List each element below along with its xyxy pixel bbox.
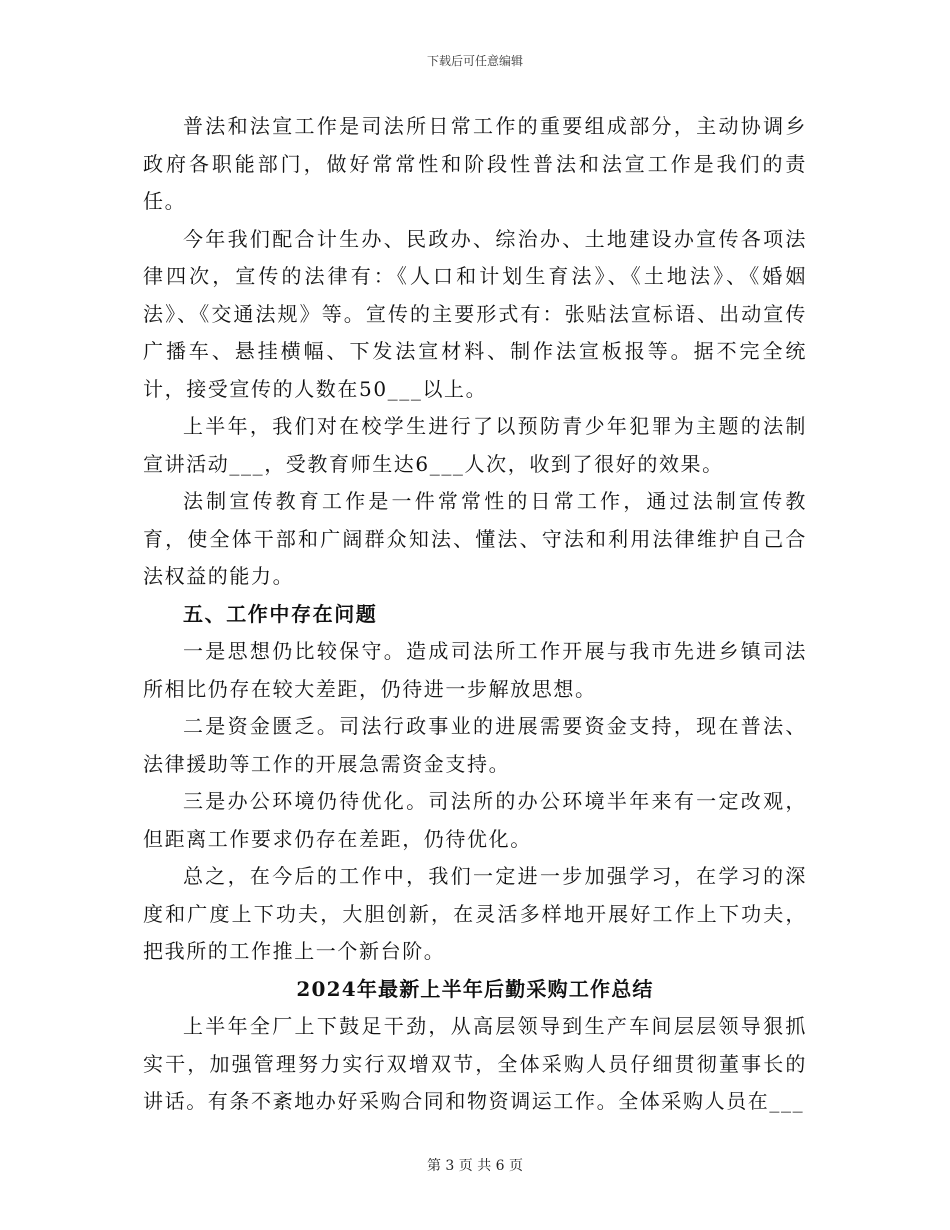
paragraph-student-lectures: 上半年，我们对在校学生进行了以预防青少年犯罪为主题的法制宣讲活动___，受教育师生达6___人次，收到了很好的效果。: [143, 414, 807, 476]
page-number: 第 3 页 共 6 页: [426, 1158, 524, 1174]
paragraph-problem-two: 二是资金匮乏。司法行政事业的进展需要资金支持，现在普法、法律援助等工作的开展急需资金支持。: [143, 714, 807, 776]
paragraph-legal-publicity: 普法和法宣工作是司法所日常工作的重要组成部分，主动协调乡政府各职能部门，做好常常性和阶段性普法和法宣工作是我们的责任。: [143, 114, 807, 213]
document-body: [143, 108, 807, 1121]
page-header: 下载后可任意编辑: [426, 54, 523, 68]
document-title: 2024年最新上半年后勤采购工作总结: [296, 976, 654, 1001]
paragraph-publicity-activities: 今年我们配合计生办、民政办、综治办、土地建设办宣传各项法律四次，宣传的法律有：《人口和计划生育法》、《土地法》、《婚姻法》、《交通法规》等。宣传的主要形式有：张贴法宣标语、出动宣传广播车、悬挂横幅、下发法宣材料、制作法宣板报等。据不完全统计，接受宣传的人数在50___以上。: [143, 226, 807, 401]
paragraph-problem-three: 三是办公环境仍待优化。司法所的办公环境半年来有一定改观，但距离工作要求仍存在差距，仍待优化。: [143, 789, 807, 851]
paragraph-problem-one: 一是思想仍比较保守。造成司法所工作开展与我市先进乡镇司法所相比仍存在较大差距，仍待进一步解放思想。: [143, 639, 807, 701]
paragraph-legal-education: 法制宣传教育工作是一件常常性的日常工作，通过法制宣传教育，使全体干部和广阔群众知法、懂法、守法和利用法律维护自己合法权益的能力。: [143, 489, 807, 588]
section-heading-problems: 五、工作中存在问题: [183, 601, 378, 626]
paragraph-procurement-intro: 上半年全厂上下鼓足干劲，从高层领导到生产车间层层领导狠抓实干，加强管理努力实行双增双节，全体采购人员仔细贯彻董事长的讲话。有条不紊地办好采购合同和物资调运工作。全体采购人员在___: [143, 1014, 807, 1113]
paragraph-conclusion: 总之，在今后的工作中，我们一定进一步加强学习，在学习的深度和广度上下功夫，大胆创新，在灵活多样地开展好工作上下功夫，把我所的工作推上一个新台阶。: [143, 864, 807, 963]
